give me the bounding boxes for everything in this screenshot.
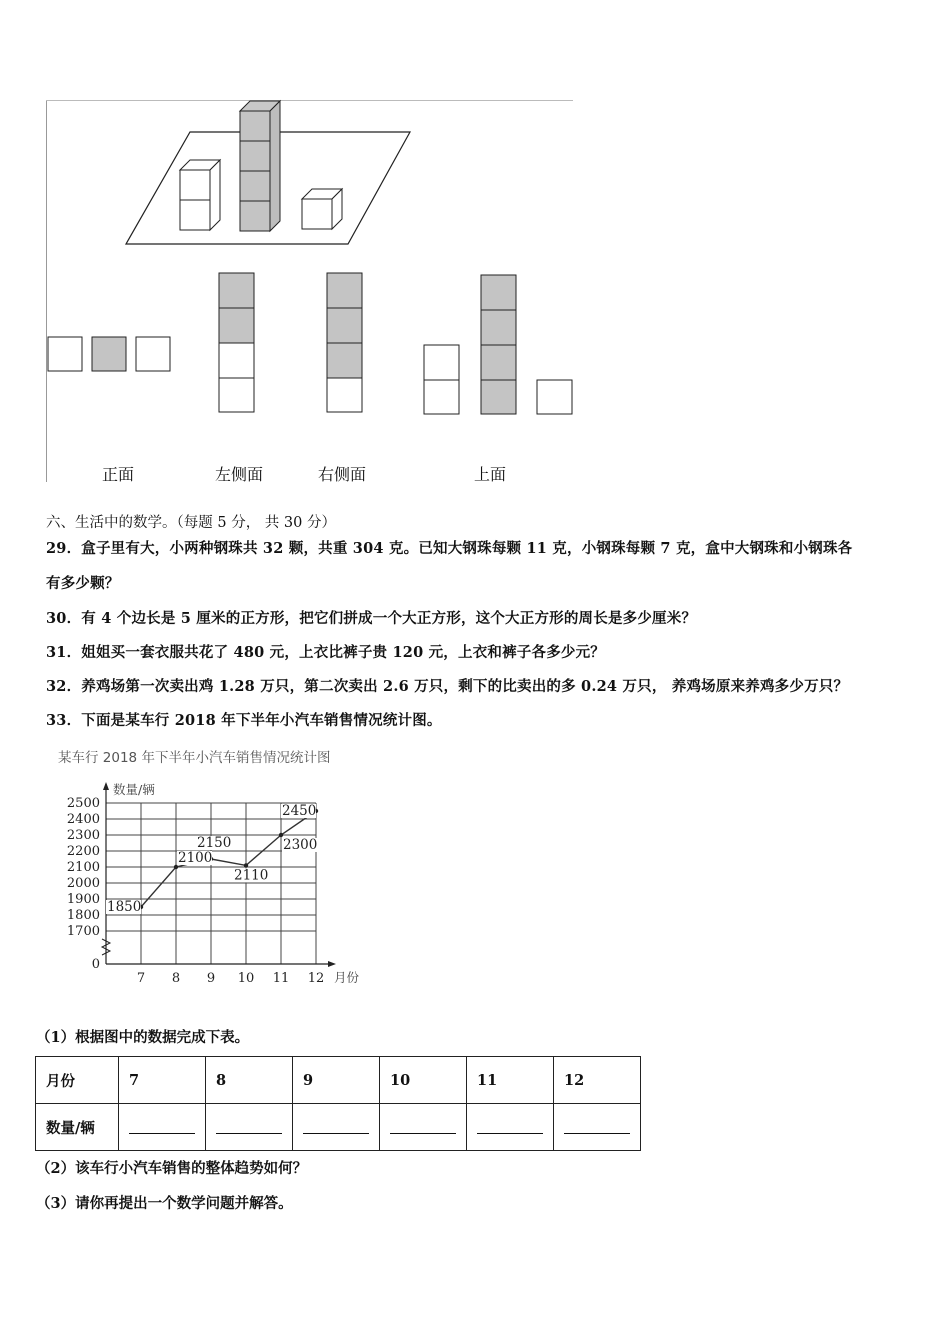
x-axis-label: 月份 (334, 970, 360, 985)
data-label: 1850 (107, 899, 142, 915)
data-label: 2450 (282, 803, 317, 819)
question-30: 30．有 4 个边长是 5 厘米的正方形，把它们拼成一个大正方形，这个大正方形的周长是多少厘米？ (46, 610, 697, 627)
table-month-cell: 8 (206, 1057, 293, 1104)
data-label: 2150 (197, 835, 232, 851)
table-row-month (36, 1057, 641, 1104)
table-answer-cell[interactable] (467, 1104, 554, 1151)
x-tick-label: 12 (307, 971, 325, 986)
section-heading: 六、生活中的数学。（每题 5 分， 共 30 分） (46, 515, 336, 531)
question-29-line-2: 有多少颗？ (46, 575, 120, 592)
table-row-quantity (36, 1104, 641, 1151)
question-31: 31．姐姐买一套衣服共花了 480 元，上衣比裤子贵 120 元，上衣和裤子各多少元？ (46, 644, 606, 661)
answer-blank (129, 1117, 195, 1134)
table-month-cell: 9 (293, 1057, 380, 1104)
data-label: 2110 (234, 867, 269, 884)
cube-views-figure (0, 0, 950, 500)
y-tick-label: 2200 (66, 844, 100, 859)
table-header-quantity: 数量/辆 (36, 1104, 119, 1151)
y-tick-label: 2400 (66, 812, 100, 827)
sub-question-1: （1）根据图中的数据完成下表。 (36, 1029, 250, 1046)
x-axis-arrow (328, 961, 336, 967)
view-label-front: 正面 (102, 465, 135, 484)
top-view-squares (424, 275, 572, 414)
right-side-view-squares (327, 273, 362, 412)
question-33: 33．下面是某车行 2018 年下半年小汽车销售情况统计图。 (46, 712, 442, 729)
sub-question-3: （3）请你再提出一个数学问题并解答。 (36, 1195, 293, 1212)
table-month-cell: 11 (467, 1057, 554, 1104)
view-label-top: 上面 (474, 465, 507, 484)
front-view-squares (48, 337, 170, 371)
right-single-cube (302, 189, 342, 229)
x-tick-label: 11 (272, 971, 290, 986)
answer-blank (564, 1117, 630, 1134)
series-line (141, 811, 316, 907)
table-month-cell: 10 (380, 1057, 467, 1104)
x-tick-label: 8 (171, 971, 181, 986)
view-label-right-side: 右侧面 (318, 465, 367, 484)
y-tick-label: 2500 (66, 796, 100, 811)
answer-blank (303, 1117, 369, 1134)
table-month-cell: 7 (119, 1057, 206, 1104)
table-header-month: 月份 (36, 1057, 119, 1104)
answer-blank (477, 1117, 543, 1134)
y-axis-arrow (103, 782, 109, 790)
chart-title: 某车行 2018 年下半年小汽车销售情况统计图 (58, 750, 331, 766)
table-answer-cell[interactable] (380, 1104, 467, 1151)
x-tick-label: 7 (136, 971, 146, 986)
data-label: 2100 (178, 850, 213, 866)
answer-blank (216, 1117, 282, 1134)
y-tick-label: 1900 (66, 892, 100, 907)
y-axis-label: 数量/辆 (113, 782, 155, 797)
question-29-line-1: 29．盒子里有大，小两种钢珠共 32 颗，共重 304 克。已知大钢珠每颗 11 克，小钢珠每颗 7 克，盒中大钢珠和小钢珠各 (46, 540, 853, 557)
sub-question-2: （2）该车行小汽车销售的整体趋势如何？ (36, 1160, 308, 1177)
left-side-view-squares (219, 273, 254, 412)
x-tick-label: 9 (206, 971, 216, 986)
table-month-cell: 12 (554, 1057, 641, 1104)
table-answer-cell[interactable] (119, 1104, 206, 1151)
y-tick-label: 2000 (66, 876, 100, 891)
y-tick-label: 1700 (66, 924, 100, 939)
sales-data-table (35, 1056, 641, 1151)
y-tick-label: 1800 (66, 908, 100, 923)
y-tick-label: 2300 (66, 828, 100, 843)
table-answer-cell[interactable] (554, 1104, 641, 1151)
y-tick-label: 0 (91, 957, 100, 972)
middle-cube-stack (240, 101, 280, 231)
table-answer-cell[interactable] (293, 1104, 380, 1151)
table-answer-cell[interactable] (206, 1104, 293, 1151)
answer-blank (390, 1117, 456, 1134)
sales-line-chart (40, 770, 400, 990)
y-tick-label: 2100 (66, 860, 100, 875)
question-32: 32．养鸡场第一次卖出鸡 1.28 万只，第二次卖出 2.6 万只，剩下的比卖出的多 0.24 万只， 养鸡场原来养鸡多少万只？ (46, 678, 849, 695)
data-label: 2300 (283, 837, 318, 853)
view-label-left-side: 左侧面 (215, 465, 264, 484)
left-cube-stack (180, 160, 220, 230)
x-tick-label: 10 (237, 971, 255, 986)
